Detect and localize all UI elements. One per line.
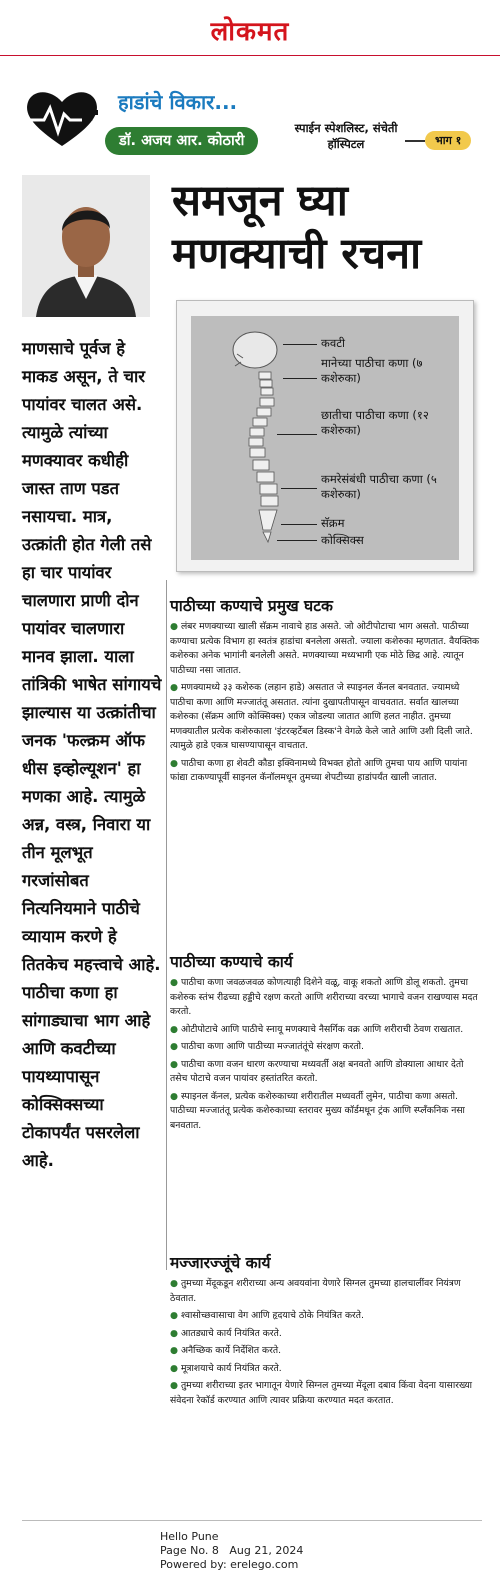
list-item: ● श्वासोच्छवासाचा वेग आणि हृदयाचे ठोके नियंत्रित करते. xyxy=(170,1310,364,1321)
leader-coccyx xyxy=(277,540,317,541)
list-item: ● स्पाइनल कॅनल, प्रत्येक कशेरुकाच्या शरीरातील मध्यवर्ती लुमेन, पाठीचा कणा असतो. पाठीच्या मज्जातंतू प्रत्येक कशेरुकाच्या स्तरावर मुख्य कॉर्डमधून ट्रंक आणि स्प्लँकनिक नसा बनवतात. xyxy=(170,1090,465,1131)
label-coccyx: कोक्सिक्स xyxy=(321,533,364,547)
list-item: ● तुमच्या शरीराच्या इतर भागातून येणारे सिग्नल तुमच्या मेंदूला दबाव किंवा वेदना यासारख्या संवेदना रेकॉर्ड करण्यात आणि त्यावर प्रक्रिया करण्यात मदत करतात. xyxy=(170,1380,473,1406)
leader-thoracic xyxy=(277,434,317,435)
lokmat-logo: लोकमत xyxy=(210,17,290,47)
list-item: ● पाठीचा कणा आणि पाठीच्या मज्जातंतूंचे संरक्षण करतो. xyxy=(170,1041,364,1052)
title-line-1: समजून घ्या xyxy=(172,176,348,226)
section-components xyxy=(170,596,482,789)
label-sacrum: सॅक्रम xyxy=(321,516,345,530)
list-item: ● अनैच्छिक कार्ये निर्देशित करते. xyxy=(170,1345,282,1356)
list-item: ● पाठीचा कणा हा शेवटी कौडा इक्विनामध्ये विभक्त होतो आणि तुमचा पाय आणि पायांना फांद्या टाकण्यापूर्वी साइनल कॅनॉलमधून तुमच्या शेपटीच्या हाडांपर्यंत खाली जातात. xyxy=(170,757,468,783)
leader-sacrum xyxy=(281,524,317,525)
author-role: स्पाईन स्पेशलिस्ट, संचेती हॉस्पिटल xyxy=(294,121,398,151)
section-functions xyxy=(170,952,482,1136)
bullet-icon: ● xyxy=(170,1058,181,1070)
heart-pulse-icon xyxy=(22,88,102,150)
footer-page-date xyxy=(160,1544,360,1558)
label-lumbar: कमरेसंबंधी पाठीचा कणा (५ कशेरुका) xyxy=(321,472,437,501)
footer-powered: Powered by: erelego.com xyxy=(160,1558,299,1571)
footer-divider xyxy=(22,1520,482,1521)
title-line-2: मणक्याची रचना xyxy=(172,229,422,279)
list-item: ● मणक्यामध्ये ३३ कशेरुक (लहान हाडे) असतात जे स्पाइनल कॅनल बनवतात. ज्यामध्ये पाठीचा कणा आणि मज्जातंतू असतात. त्यांना दुखापतीपासून वाचवतात. सर्वात खालच्या कशेरुका (सॅक्रम आणि कोक्सिक्स) एकत्र जोडल्या जातात आणि हलत नाहीत. तुमच्या मणक्यातील प्रत्येक कशेरुकाला 'इंटरव्हर्टेबल डिस्क'ने वेगळे केले जाते आणि उशी दिली जाते. त्यामुळे हाडे एकत्र घासण्यापासून वाचतात. xyxy=(170,682,473,751)
bullet-icon: ● xyxy=(170,1345,181,1356)
bullet-icon: ● xyxy=(170,977,181,988)
page-footer xyxy=(160,1530,360,1572)
spine-figure xyxy=(176,300,474,572)
list-item: ● ओटीपोटाचे आणि पाठीचे स्नायू मणक्याचे नैसर्गिक वक्र आणि शरीराची ठेवण राखतात. xyxy=(170,1023,464,1035)
intro-text: माणसाचे पूर्वज हे माकड असून, ते चार पायांवर चालत असे. त्यामुळे त्यांच्या मणक्यावर कधीही जास्त ताण पडत नसायचा. मात्र, उत्क्रांती होत गेली तसे हा चार पायांवर चालणारा प्राणी दोन पायांवर चालणारा मानव झाला. याला तांत्रिकी भाषेत सांगायचे झाल्यास या उत्क्रांतीचा जनक 'फल्क्रम ऑफ धीस इव्होल्यूशन' हा मणका आहे. त्यामुळे अन्न, वस्त्र, निवारा या तीन मूलभूत गरजांसोबत नित्यनियमाने पाठीचे व्यायाम करणे हे तितकेच महत्त्वाचे आहे. पाठीचा कणा हा सांगाड्याचा भाग आहे आणि कवटीच्या पायथ्यापासून कोक्सिक्सच्या टोकापर्यंत पसरलेला आहे. xyxy=(22,339,162,1170)
section-functions-heading: पाठीच्या कण्याचे कार्य xyxy=(170,953,293,971)
bullet-icon: ● xyxy=(170,621,181,632)
section-spinal-cord xyxy=(170,1253,482,1411)
list-item: ● मूत्राशयाचे कार्य नियंत्रित करते. xyxy=(170,1362,282,1374)
footer-date: Aug 21, 2024 xyxy=(229,1544,304,1557)
bullet-icon: ● xyxy=(170,682,181,693)
leader-lumbar xyxy=(281,488,317,489)
section-components-heading: पाठीच्या कण्याचे प्रमुख घटक xyxy=(170,597,333,615)
list-item: ● लंबर मणक्याच्या खाली सॅक्रम नावाचे हाड असते. जो ओटीपोटाचा भाग असतो. पाठीच्या कण्याचा प्रत्येक विभाग हा स्वतंत्र हाडांचा बनलेला असतो. ज्याला कशेरुका म्हणतात. वैयक्तिक कशेरुका अनेक भागांनी बनलेली असते. मणक्याच्या मध्यभागी एक मोठे छिद्र आहे. त्यातून पाठीच्या नसा जातात. xyxy=(170,621,480,676)
part-divider xyxy=(405,140,425,142)
author-photo xyxy=(22,175,150,317)
bullet-icon: ● xyxy=(170,1380,181,1391)
bullet-icon: ● xyxy=(170,1090,181,1102)
column-divider xyxy=(166,580,167,1270)
list-item: ● पाठीचा कणा जवळजवळ कोणत्याही दिशेने वळू, वाकू शकतो आणि डोलू शकतो. तुमचा कशेरुक स्तंभ रीढच्या हड्डीचे रक्षण करतो आणि शरीराच्या वरच्या भागाचे वजन राखण्यास मदत करतो. xyxy=(170,977,478,1017)
footer-page: Page No. 8 xyxy=(160,1544,219,1557)
author-name: डॉ. अजय आर. कोठारी xyxy=(105,127,258,155)
bullet-icon: ● xyxy=(170,757,181,769)
article-title xyxy=(172,175,492,281)
footer-edition: Hello Pune xyxy=(160,1530,219,1543)
spine-illustration xyxy=(213,328,293,553)
spine-diagram xyxy=(191,316,459,560)
bullet-icon: ● xyxy=(170,1310,181,1321)
bullet-icon: ● xyxy=(170,1362,181,1374)
series-title: हाडांचे विकार... xyxy=(118,90,238,114)
bullet-icon: ● xyxy=(170,1327,181,1339)
masthead xyxy=(0,0,500,56)
bullet-icon: ● xyxy=(170,1041,181,1052)
label-skull: कवटी xyxy=(321,336,346,350)
label-thoracic: छातीचा पाठीचा कणा (१२ कशेरुका) xyxy=(321,408,429,437)
bullet-icon: ● xyxy=(170,1023,181,1035)
label-cervical: मानेच्या पाठीचा कणा (७ कशेरुका) xyxy=(321,356,423,385)
bullet-icon: ● xyxy=(170,1278,181,1289)
part-badge: भाग १ xyxy=(425,131,471,150)
leader-cervical xyxy=(283,378,317,379)
list-item: ● आतड्याचे कार्य नियंत्रित करते. xyxy=(170,1327,282,1339)
leader-skull xyxy=(283,344,317,345)
section-spinal-cord-heading: मज्जारज्जूंचे कार्य xyxy=(170,1254,271,1272)
list-item: ● तुमच्या मेंदूकडून शरीराच्या अन्य अवयवांना येणारे सिग्नल तुमच्या हालचालींवर नियंत्रण ठेवतात. xyxy=(170,1278,461,1304)
intro-column xyxy=(22,335,162,1175)
list-item: ● पाठीचा कणा वजन धारण करण्याचा मध्यवर्ती अक्ष बनवतो आणि डोक्याला आधार देतो तसेच पोटाचे वजन पायांवर हस्तांतरित करतो. xyxy=(170,1058,464,1084)
